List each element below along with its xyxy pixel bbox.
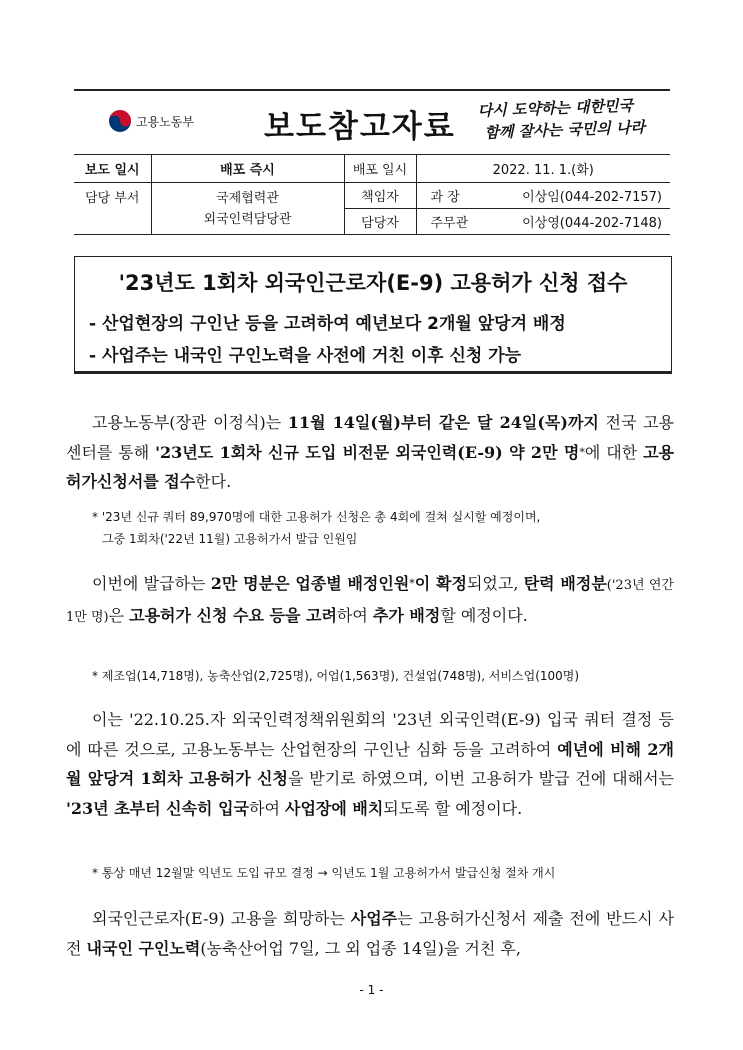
page-number: - 1 - — [359, 983, 384, 997]
paragraph-3 — [66, 705, 674, 823]
p2-demand: 고용허가 신청 수요 등을 고려 — [129, 605, 337, 625]
p2-flexible: 탄력 배정분 — [523, 574, 607, 593]
dept-value — [151, 183, 344, 235]
p2-additional: 추가 배정 — [372, 605, 441, 625]
header-title-row — [74, 91, 670, 155]
p1-text: 한다. — [195, 472, 232, 491]
responsible-contact: 이상임(044-202-7157) — [522, 190, 662, 205]
p3-placement: 사업장에 배치 — [284, 798, 384, 818]
footnote-1-line-1: * '23년 신규 쿼터 89,970명에 대한 고용허가 신청은 총 4회에 걸쳐 실시할 예정이며, — [92, 510, 541, 524]
p2-text: 할 예정이다. — [440, 605, 528, 625]
p3-entry: '23년 초부터 신속히 입국 — [66, 798, 249, 818]
footnote-3: * 통상 매년 12월말 익년도 도입 규모 결정 → 익년도 1월 고용허가서 발급신청 절차 개시 — [92, 866, 556, 880]
footnote-1 — [92, 506, 540, 550]
dept-line-1: 국제협력관 — [216, 190, 279, 206]
p2-text: 은 — [108, 605, 130, 625]
p4-text: 외국인근로자(E-9) 고용을 희망하는 — [92, 909, 351, 928]
staff-title: 주무관 — [430, 216, 469, 231]
p1-text: 고용노동부(장관 이정식)는 — [92, 413, 288, 432]
release-label: 보도 일시 — [74, 155, 151, 183]
p2-text: 이번에 발급하는 — [92, 574, 211, 593]
p3-text: 이는 '22.10.25.자 외국인력정책위원회의 '23년 외국인력(E-9) 입국 쿼터 결정 등에 따른 것으로, 고용노동부는 산업현장의 구인난 심화 등을 고려하여 — [66, 710, 674, 759]
p2-text: 하여 — [336, 605, 373, 625]
p3-text: 되도록 할 예정이다. — [383, 798, 523, 818]
ministry-logo — [108, 109, 194, 133]
staff-label: 담당자 — [344, 209, 416, 235]
p1-period: 11월 14일(월)부터 같은 달 24일(목)까지 — [287, 413, 599, 432]
p2-annual: ('23년 연간 1만 명) — [66, 578, 674, 625]
responsible-contact-cell — [416, 183, 670, 209]
distribute-value: 2022. 11. 1.(화) — [416, 155, 670, 183]
p2-confirmed: 이 확정 — [414, 574, 467, 593]
footnote-2: * 제조업(14,718명), 농축산업(2,725명), 어업(1,563명), 건설업(748명), 서비스업(100명) — [92, 669, 580, 683]
p3-early: 예년에 비해 2개월 앞당겨 1회차 고용허가 신청 — [66, 739, 674, 788]
p1-quota: '23년도 1회차 신규 도입 비전문 외국인력(E-9) 약 2만 명 — [155, 442, 580, 462]
p3-text: 을 받기로 하였으며, 이번 고용허가 발급 건에 대해서는 — [287, 769, 674, 788]
p1-text: 전국 고용센터를 통해 — [66, 413, 674, 462]
p2-allocation: 2만 명분은 업종별 배정인원 — [210, 574, 410, 593]
ministry-name: 고용노동부 — [136, 114, 194, 129]
headline-subtitle-1: - 산업현장의 구인난 등을 고려하여 예년보다 2개월 앞당겨 배정 — [89, 314, 566, 334]
staff-contact: 이상영(044-202-7148) — [522, 216, 662, 231]
p4-text: (농축산어업 7일, 그 외 업종 14일)을 거친 후, — [200, 938, 521, 958]
dept-label: 담당 부서 — [74, 183, 151, 235]
p1-application: 고용허가신청서를 접수 — [66, 442, 675, 491]
p3-text: 하여 — [248, 798, 285, 818]
p2-text: 되었고, — [466, 574, 524, 593]
paragraph-4 — [66, 904, 674, 963]
p1-footnote-mark: * — [579, 445, 585, 459]
paragraph-2 — [66, 569, 674, 632]
p4-employer: 사업주 — [350, 909, 398, 928]
p4-text: 는 고용허가신청서 제출 전에 반드시 사전 — [66, 909, 674, 958]
responsible-label: 책임자 — [344, 183, 416, 209]
responsible-row — [74, 183, 670, 209]
footnote-1-line-2: 그중 1회차('22년 11월) 고용허가서 발급 인원임 — [102, 532, 358, 546]
document-type-title: 보도참고자료 — [264, 109, 456, 145]
p2-footnote-mark: * — [409, 577, 415, 590]
release-value: 배포 즉시 — [151, 155, 344, 183]
slogan-line-1: 다시 도약하는 대한민국 — [477, 96, 634, 120]
paragraph-1 — [66, 408, 674, 497]
p4-recruit: 내국인 구인노력 — [86, 938, 201, 958]
press-header — [74, 89, 670, 239]
slogan-line-2: 함께 잘사는 국민의 나라 — [484, 118, 646, 142]
distribute-label: 배포 일시 — [344, 155, 416, 183]
responsible-title: 과 장 — [430, 190, 460, 205]
headline-subtitle-2: - 사업주는 내국인 구인노력을 사전에 거친 이후 신청 가능 — [89, 346, 522, 366]
headline-box — [74, 256, 672, 374]
release-row — [74, 155, 670, 183]
staff-contact-cell — [416, 209, 670, 235]
government-slogan — [477, 94, 645, 144]
dept-line-2: 외국인력담당관 — [203, 211, 292, 227]
taegeuk-emblem-icon — [108, 109, 132, 133]
headline-title: '23년도 1회차 외국인근로자(E-9) 고용허가 신청 접수 — [118, 271, 628, 295]
p1-text: 에 대한 — [584, 442, 644, 462]
release-info-table — [74, 154, 670, 235]
